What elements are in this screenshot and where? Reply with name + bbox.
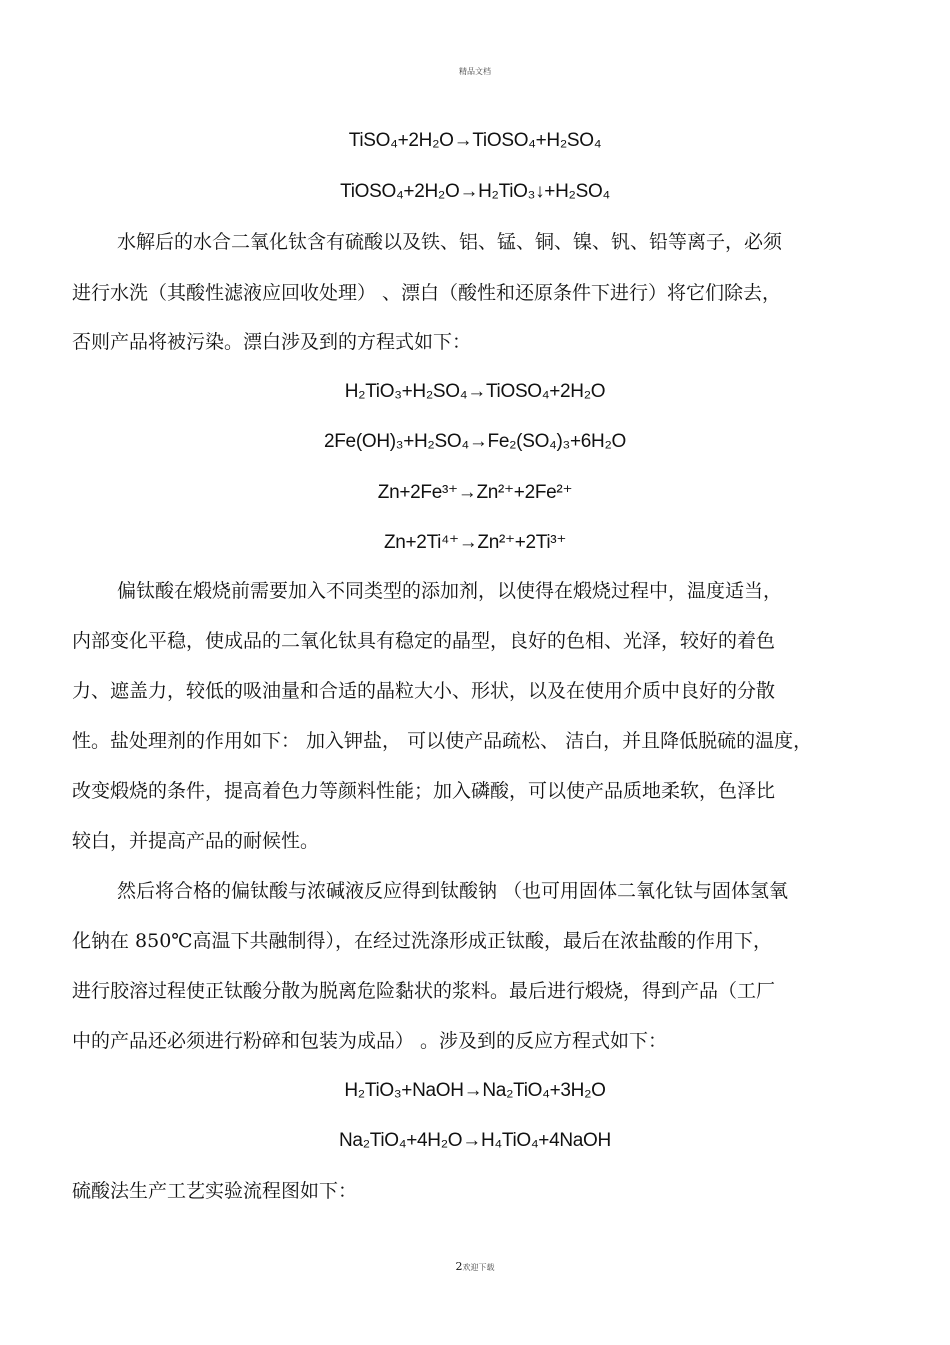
equation: H₂TiO₃+NaOH→Na₂TiO₄+3H₂O (344, 1080, 606, 1101)
page-footer (0, 1260, 950, 1273)
footer-text: 欢迎下载 (462, 1263, 495, 1272)
paragraph-line: 较白，并提高产品的耐候性。 (72, 830, 320, 852)
equation: Zn+2Ti⁴⁺→Zn²⁺+2Ti³⁺ (383, 532, 567, 553)
paragraph-line: 中的产品还必须进行粉碎和包装为成品） 。涉及到的反应方程式如下： (72, 1030, 668, 1052)
closing-line: 硫酸法生产工艺实验流程图如下： (72, 1180, 358, 1202)
equation: Zn+2Fe³⁺→Zn²⁺+2Fe²⁺ (377, 482, 573, 503)
equation: 2Fe(OH)₃+H₂SO₄→Fe₂(SO₄)₃+6H₂O (323, 431, 627, 452)
equation: H₂TiO₃+H₂SO₄→TiOSO₄+2H₂O (344, 381, 606, 402)
paragraph-line: 改变煅烧的条件，提高着色力等颜料性能；加入磷酸，可以使产品质地柔软，色泽比 (72, 780, 776, 802)
paragraph-line: 力、遮盖力，较低的吸油量和合适的晶粒大小、形状，以及在使用介质中良好的分散 (72, 680, 776, 702)
paragraph-line: 进行胶溶过程使正钛酸分散为脱离危险黏状的浆料。最后进行煅烧，得到产品（工厂 (72, 980, 776, 1002)
paragraph-line: 性。盐处理剂的作用如下： 加入钾盐， 可以使产品疏松、 洁白，并且降低脱硫的温度， (72, 730, 813, 752)
paragraph-line: 内部变化平稳，使成品的二氧化钛具有稳定的晶型，良好的色相、光泽，较好的着色 (72, 630, 776, 652)
page-header: 精品文档 (459, 67, 491, 76)
paragraph-line: 然后将合格的偏钛酸与浓碱液反应得到钛酸钠 （也可用固体二氧化钛与固体氢氧 (117, 880, 789, 902)
paragraph-line: 否则产品将被污染。漂白涉及到的方程式如下： (72, 331, 472, 353)
paragraph-line: 化钠在 850℃高温下共融制得），在经过洗涤形成正钛酸，最后在浓盐酸的作用下， (72, 930, 773, 952)
paragraph-line: 偏钛酸在煅烧前需要加入不同类型的添加剂，以使得在煅烧过程中，温度适当， (117, 580, 783, 602)
paragraph-line: 水解后的水合二氧化钛含有硫酸以及铁、铝、锰、铜、镍、钒、铅等离子，必须 (117, 231, 783, 253)
page-number: 2 (455, 1260, 463, 1273)
equation: TiSO₄+2H₂O→TiOSO₄+H₂SO₄ (348, 130, 602, 151)
equation: Na₂TiO₄+4H₂O→H₄TiO₄+4NaOH (339, 1130, 611, 1151)
paragraph-line: 进行水洗（其酸性滤液应回收处理） 、漂白（酸性和还原条件下进行）将它们除去， (72, 282, 782, 304)
equation: TiOSO₄+2H₂O→H₂TiO₃↓+H₂SO₄ (340, 181, 610, 202)
